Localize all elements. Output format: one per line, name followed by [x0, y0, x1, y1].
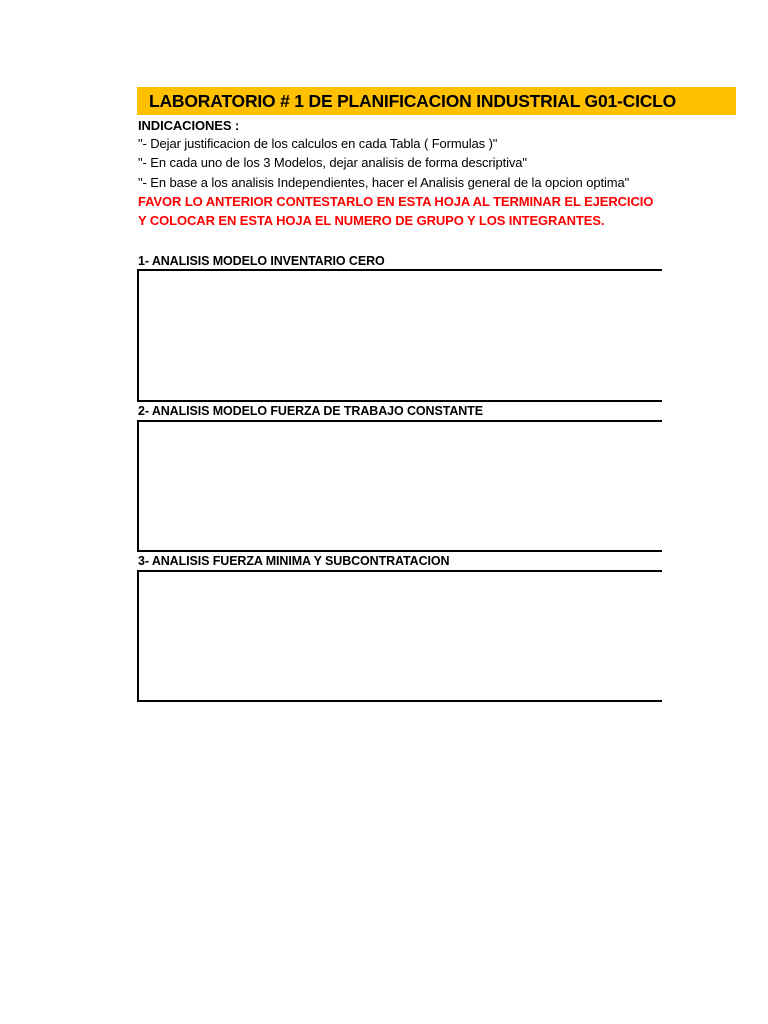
answer-box-inventario-cero[interactable]	[137, 269, 662, 402]
answer-box-fuerza-minima[interactable]	[137, 570, 662, 702]
notice-line: Y COLOCAR EN ESTA HOJA EL NUMERO DE GRUPO Y LOS INTEGRANTES.	[138, 213, 605, 228]
instructions-heading: INDICACIONES :	[138, 118, 240, 133]
title-banner	[137, 87, 736, 115]
instruction-item: "- Dejar justificacion de los calculos en cada Tabla ( Formulas )"	[138, 136, 498, 151]
page-title: LABORATORIO # 1 DE PLANIFICACION INDUSTRIAL G01-CICLO	[149, 91, 677, 111]
section-label-fuerza-minima: 3- ANALISIS FUERZA MINIMA Y SUBCONTRATACION	[138, 554, 450, 568]
instruction-item: "- En cada uno de los 3 Modelos, dejar analisis de forma descriptiva"	[138, 155, 527, 170]
section-label-fuerza-constante: 2- ANALISIS MODELO FUERZA DE TRABAJO CONSTANTE	[138, 404, 483, 418]
notice-line: FAVOR LO ANTERIOR CONTESTARLO EN ESTA HOJA AL TERMINAR EL EJERCICIO	[138, 194, 654, 209]
section-label-inventario-cero: 1- ANALISIS MODELO INVENTARIO CERO	[138, 254, 385, 268]
answer-box-fuerza-constante[interactable]	[137, 420, 662, 552]
instruction-item: "- En base a los analisis Independientes, hacer el Analisis general de la opcion optima"	[138, 175, 630, 190]
